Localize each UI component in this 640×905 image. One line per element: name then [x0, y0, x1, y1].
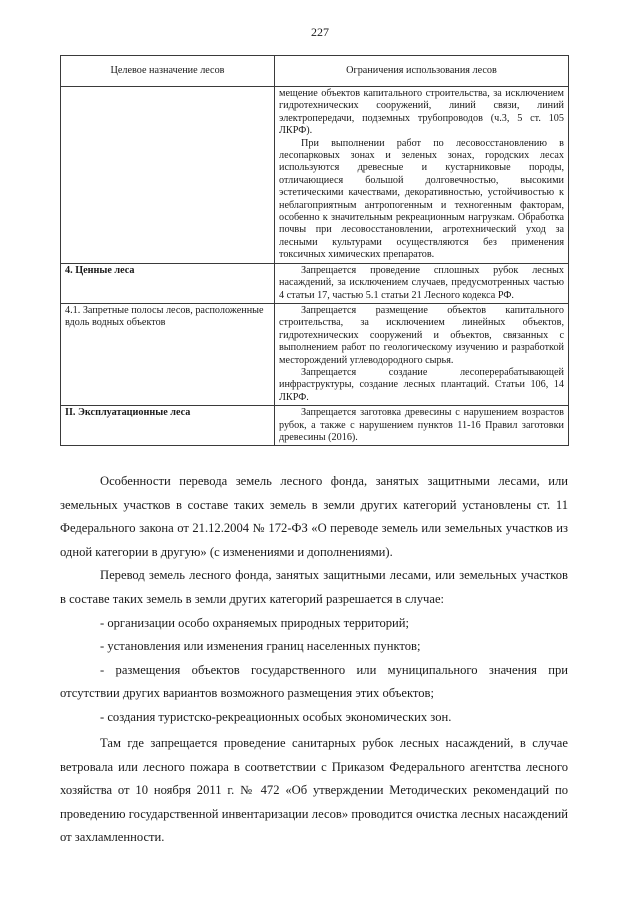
table-row: [61, 303, 569, 405]
restriction-paragraph: Запрещается создание лесоперерабатывающей инфраструктуры, создание лесных плантаций. Статьи 106, 14 ЛКРФ.: [279, 366, 564, 403]
column-header-purpose: Целевое назначение лесов: [61, 56, 275, 87]
body-paragraph: Особенности перевода земель лесного фонда, занятых защитными лесами, или земельных участков в составе таких земель в земли других категорий установлены ст. 11 Федерального закона от 21.12.2004 № 172-ФЗ «О переводе земель или земельных участков из одной категории в другую» (с изменениями и дополнениями).: [60, 474, 568, 559]
body-section-transfer: [60, 470, 568, 730]
list-item: - создания туристско-рекреационных особых экономических зон.: [100, 709, 452, 724]
row-restrictions: [275, 87, 569, 264]
row-restrictions: [275, 303, 569, 405]
row-category: II. Эксплуатационные леса: [61, 406, 275, 446]
restriction-paragraph: Запрещается размещение объектов капитального строительства, за исключением линейных объектов, гидротехнических сооружений и объектов, связанных с выполнением работ по геологическому изучению и разработкой месторождений углеводородного сырья.: [279, 304, 564, 366]
body-section-sanitary: [60, 732, 568, 850]
table-header-row: [61, 56, 569, 87]
restriction-paragraph: Запрещается проведение сплошных рубок лесных насаждений, за исключением случаев, предусмотренных частью 4 статьи 17, частью 5.1 статьи 21 Лесного кодекса РФ.: [279, 264, 564, 301]
restriction-paragraph: При выполнении работ по лесовосстановлению в лесопарковых зонах и зеленых зонах, городских лесах используются древесные и кустарниковые породы, отличающиеся большой долговечностью, высокими эстетическими качествами, декоративностью, устойчивостью к неблагоприятным антропогенным и техногенным факторам, особенно к значительным рекреационным нагрузкам. Обработка почвы при лесовосстановлении, агротехнический уход за лесными культурами осуществляются без применения токсичных химических препаратов.: [279, 137, 564, 261]
body-paragraph: Там где запрещается проведение санитарных рубок лесных насаждений, в случае ветровала или лесного пожара в соответствии с Приказом Федерального агентства лесного хозяйства от 10 ноября 2011 г. № 472 «Об утверждении Методических рекомендаций по проведению государственной инвентаризации лесов» проводится очистка лесных насаждений от захламленности.: [60, 736, 568, 845]
forest-restrictions-table: [60, 55, 569, 446]
row-category: [61, 87, 275, 264]
list-item: - установления или изменения границ населенных пунктов;: [100, 639, 421, 654]
page-number: 227: [311, 25, 329, 39]
column-header-restrictions: Ограничения использования лесов: [275, 56, 569, 87]
list-item: - размещения объектов государственного или муниципального значения при отсутствии других вариантов возможного размещения этих объектов;: [60, 662, 568, 701]
row-restrictions: [275, 263, 569, 303]
table-row: [61, 87, 569, 264]
row-category: 4.1. Запретные полосы лесов, расположенные вдоль водных объектов: [61, 303, 275, 405]
row-category: 4. Ценные леса: [61, 263, 275, 303]
restriction-paragraph: Запрещается заготовка древесины с нарушением возрастов рубок, а также с нарушением пунктов 11-16 Правил заготовки древесины (2016).: [279, 407, 564, 443]
table-row: [61, 406, 569, 446]
body-paragraph: Перевод земель лесного фонда, занятых защитными лесами, или земельных участков в составе таких земель в земли других категорий разрешается в случае:: [60, 568, 568, 606]
list-item: - организации особо охраняемых природных территорий;: [100, 615, 410, 630]
row-restrictions: [275, 406, 569, 446]
restriction-paragraph: мещение объектов капитального строительства, за исключением гидротехнических сооружений, линий связи, линий электропередачи, подземных трубопроводов (ч.3, 5 ст. 105 ЛКРФ).: [279, 88, 564, 137]
table-row: [61, 263, 569, 303]
